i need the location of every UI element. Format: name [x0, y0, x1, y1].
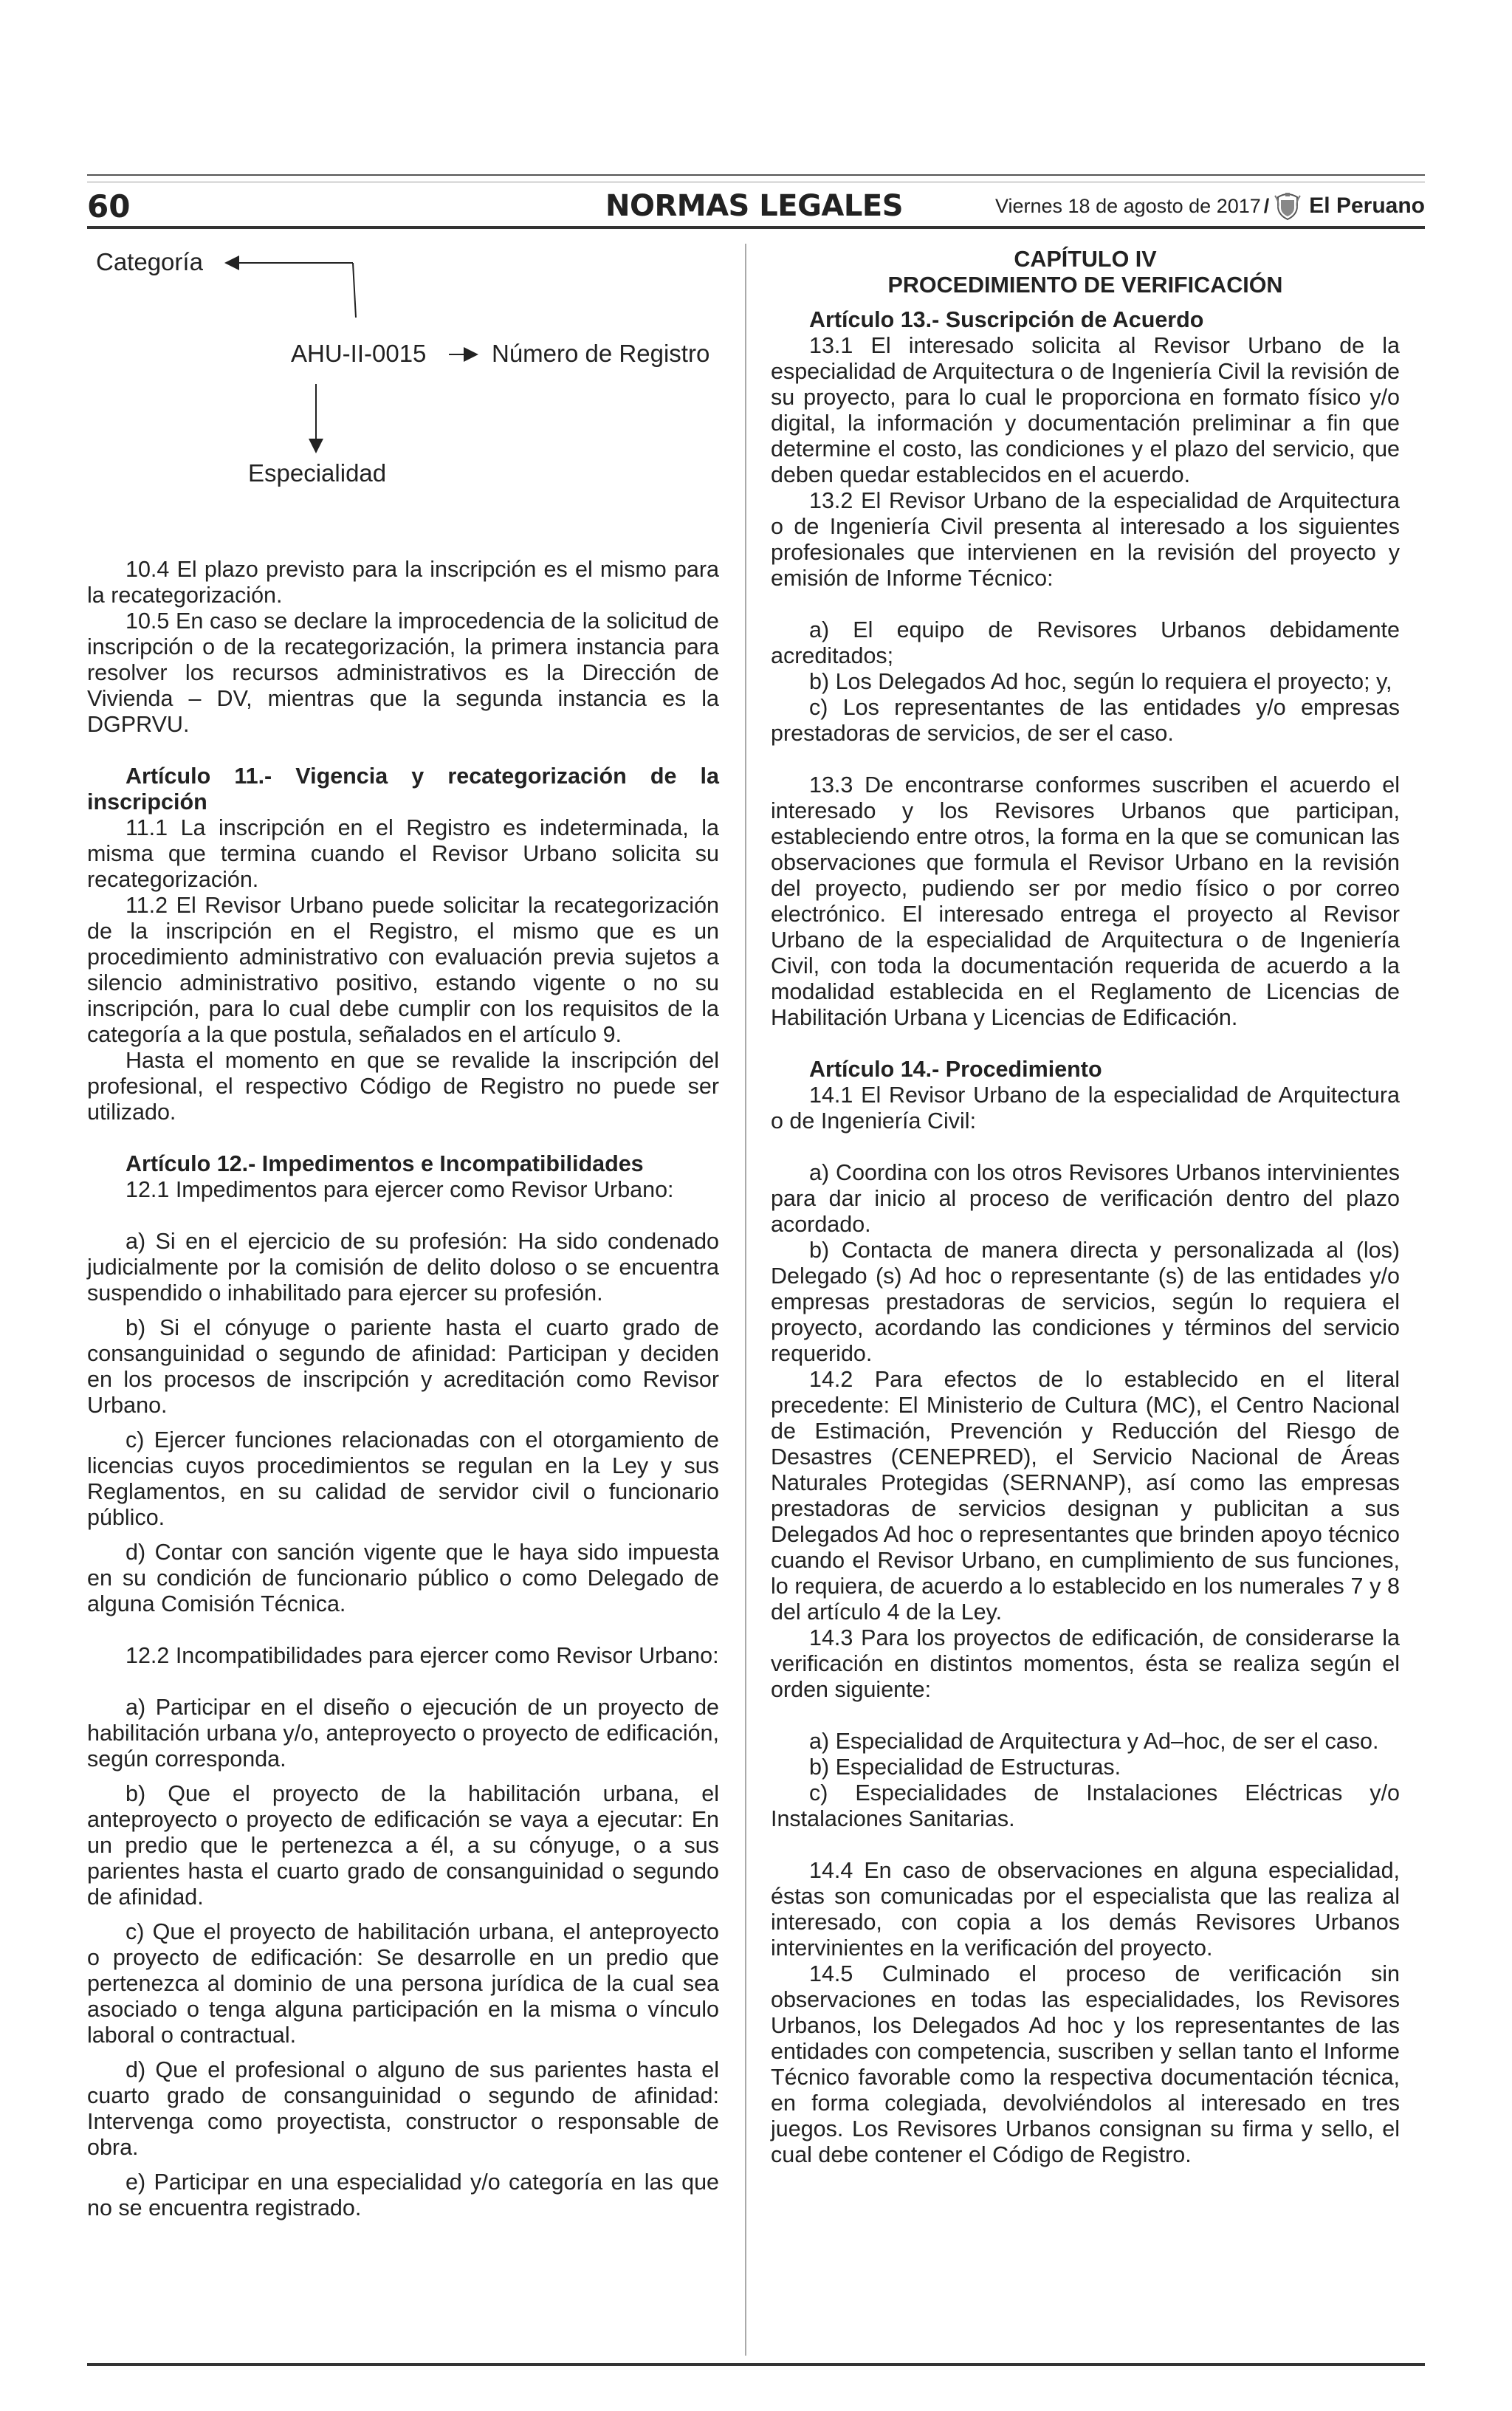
- specialty-label: Especialidad: [248, 459, 387, 487]
- footer-rule: [87, 2363, 1425, 2366]
- paragraph-13-3: 13.3 De encontrarse conformes suscriben el acuerdo el interesado y los Revisores Urbanos que participan, estableciendo entre otros, la forma en la que se comunican las observaciones que formula el Revisor Urbano en la revisión del proyecto, pudiendo ser por medio físico o por correo electrónico. El interesado entrega el proyecto al Revisor Urbano de la especialidad de Arquitectura o de Ingeniería Civil, con toda la documentación requerida de acuerdo a la modalidad establecida en el Reglamento de Licencias de Habilitación Urbana y Licencias de Edificación.: [771, 772, 1400, 1030]
- publication-info: [995, 186, 1425, 226]
- registry-number-label: Número de Registro: [492, 340, 710, 367]
- chapter-title: PROCEDIMIENTO DE VERIFICACIÓN: [887, 272, 1283, 298]
- registry-code-diagram: [87, 244, 737, 502]
- paragraph-12-1: 12.1 Impedimentos para ejercer como Revisor Urbano:: [126, 1177, 674, 1202]
- article-12-title: Artículo 12.- Impedimentos e Incompatibilidades: [126, 1151, 644, 1176]
- item-14-1-b: b) Contacta de manera directa y personalizada al (los) Delegado (s) Ad hoc o representante (s) de las entidades y/o empresas prestadoras de servicios, según lo requiera el proyecto, acordando las condiciones y términos del servicio requerido.: [771, 1238, 1400, 1366]
- left-column: [87, 557, 719, 2221]
- item-14-1-a: a) Coordina con los otros Revisores Urbanos intervinientes para dar inicio al proceso de verificación dentro del plazo acordado.: [771, 1160, 1400, 1237]
- paragraph-13-1: 13.1 El interesado solicita al Revisor Urbano de la especialidad de Arquitectura o de Ingeniería Civil la revisión de su proyecto, para lo cual le proporciona en formato físico y/o digital, la información y documentación preliminar a fin que determine el costo, las condiciones y el plazo del servicio, que deben quedar establecidos en el acuerdo.: [771, 333, 1400, 487]
- article-13-title: Artículo 13.- Suscripción de Acuerdo: [809, 307, 1204, 332]
- page-number: 60: [87, 188, 131, 224]
- section-title: NORMAS LEGALES: [605, 189, 903, 223]
- item-12-2-b: b) Que el proyecto de la habilitación urbana, el anteproyecto o proyecto de edificación se vaya a ejecutar: En un predio que le pertenezca a él, a su cónyuge, o a sus parientes hasta el cuarto grado de consanguinidad o segundo de afinidad.: [87, 1781, 719, 1910]
- chapter-heading: CAPÍTULO IV: [1014, 247, 1157, 272]
- item-13-2-b: b) Los Delegados Ad hoc, según lo requiera el proyecto; y,: [809, 669, 1392, 694]
- item-12-1-a: a) Si en el ejercicio de su profesión: Ha sido condenado judicialmente por la comisión de delito doloso o se encuentra suspendido o inhabilitado para ejercer su profesión.: [87, 1229, 719, 1306]
- item-12-2-d: d) Que el profesional o alguno de sus parientes hasta el cuarto grado de consanguinidad o segundo de afinidad: Intervenga como proyectista, constructor o responsable de obra.: [87, 2057, 719, 2160]
- item-14-3-b: b) Especialidad de Estructuras.: [809, 1755, 1121, 1780]
- item-12-2-e: e) Participar en una especialidad y/o categoría en las que no se encuentra registrado.: [87, 2170, 719, 2220]
- paragraph-12-2: 12.2 Incompatibilidades para ejercer como Revisor Urbano:: [126, 1643, 719, 1668]
- article-14-title: Artículo 14.- Procedimiento: [809, 1057, 1102, 1082]
- category-label: Categoría: [96, 248, 203, 275]
- item-12-2-a: a) Participar en el diseño o ejecución de un proyecto de habilitación urbana y/o, anteproyecto o proyecto de edificación, según corresponda.: [87, 1695, 719, 1772]
- paragraph-11-2: 11.2 El Revisor Urbano puede solicitar la recategorización de la inscripción en el Registro, el mismo que es un procedimiento administrativo con evaluación previa sujetos a silencio administrativo positivo, estando vigente o no su inscripción, para lo cual debe cumplir con los requisitos de la categoría a la que postula, señalados en el artículo 9.: [87, 893, 719, 1047]
- column-divider: [745, 244, 746, 2356]
- item-14-3-c: c) Especialidades de Instalaciones Eléctricas y/o Instalaciones Sanitarias.: [771, 1780, 1400, 1831]
- paragraph-10-5: 10.5 En caso se declare la improcedencia de la solicitud de inscripción o de la recategorización, la primera instancia para resolver los recursos administrativos es la Dirección de Vivienda – DV, mientras que la segunda instancia es la DGPRVU.: [87, 608, 719, 737]
- item-12-2-c: c) Que el proyecto de habilitación urbana, el anteproyecto o proyecto de edificación: Se desarrolle en un predio que pertenezca al dominio de una persona jurídica de la cual sea asociado o tenga alguna participación en la misma o vínculo laboral o contractual.: [87, 1919, 719, 2048]
- paragraph-14-1: 14.1 El Revisor Urbano de la especialidad de Arquitectura o de Ingeniería Civil:: [771, 1083, 1400, 1134]
- paragraph-14-2: 14.2 Para efectos de lo establecido en el literal precedente: El Ministerio de Cultura (MC), el Centro Nacional de Estimación, Prevención y Reducción del Riesgo de Desastres (CENEPRED), el Servicio Nacional de Áreas Naturales Protegidas (SERNANP), así como las empresas prestadoras de servicios designan y publicitan a sus Delegados Ad hoc o representantes que brinden apoyo técnico cuando el Revisor Urbano, en cumplimiento de sus funciones, lo requiera, de acuerdo a lo establecido en los numerales 7 y 8 del artículo 4 de la Ley.: [771, 1367, 1400, 1625]
- paragraph-14-5: 14.5 Culminado el proceso de verificación sin observaciones en todas las especialidades, los Revisores Urbanos, los Delegados Ad hoc y los representantes de las entidades con competencia, suscriben y sellan tanto el Informe Técnico favorable como la respectiva documentación técnica, en forma colegiada, devolviéndolos al interesado en tres juegos. Los Revisores Urbanos consignan su firma y sello, el cual debe contener el Código de Registro.: [771, 1961, 1400, 2167]
- paragraph-10-4: 10.4 El plazo previsto para la inscripción es el mismo para la recategorización.: [87, 557, 719, 608]
- publication-name: El Peruano: [1309, 193, 1425, 218]
- paragraph-14-3: 14.3 Para los proyectos de edificación, de considerarse la verificación en distintos momentos, ésta se realiza según el orden siguiente:: [771, 1625, 1400, 1702]
- item-14-3-a: a) Especialidad de Arquitectura y Ad–hoc, de ser el caso.: [809, 1729, 1379, 1754]
- coat-of-arms-icon: [1274, 191, 1302, 221]
- item-13-2-c: c) Los representantes de las entidades y/o empresas prestadoras de servicios, de ser el caso.: [771, 695, 1400, 746]
- paragraph-14-4: 14.4 En caso de observaciones en alguna especialidad, éstas son comunicadas por el especialista que las realiza al interesado, con copia a los demás Revisores Urbanos intervinientes en la verificación del proyecto.: [771, 1858, 1400, 1961]
- header-top-rule: [87, 174, 1425, 176]
- item-12-1-b: b) Si el cónyuge o pariente hasta el cuarto grado de consanguinidad o segundo de afinidad: Participan y deciden en los procesos de inscripción y acreditación como Revisor Urbano.: [87, 1315, 719, 1418]
- paragraph-11-1: 11.1 La inscripción en el Registro es indeterminada, la misma que termina cuando el Revisor Urbano solicita su recategorización.: [87, 815, 719, 892]
- paragraph-13-2: 13.2 El Revisor Urbano de la especialidad de Arquitectura o de Ingeniería Civil presenta al interesado a los siguientes profesionales que intervienen en la revisión del proyecto y emisión de Informe Técnico:: [771, 488, 1400, 591]
- right-column: [771, 247, 1400, 2168]
- registry-code: AHU-II-0015: [291, 340, 427, 367]
- item-12-1-c: c) Ejercer funciones relacionadas con el otorgamiento de licencias cuyos procedimientos se regulan en la Ley y sus Reglamentos, en su calidad de servidor civil o funcionario público.: [87, 1427, 719, 1530]
- header-bottom-rule: [87, 226, 1425, 229]
- paragraph-11-3: Hasta el momento en que se revalide la inscripción del profesional, el respectivo Código de Registro no puede ser utilizado.: [87, 1048, 719, 1125]
- header-separator: /: [1263, 194, 1270, 217]
- item-12-1-d: d) Contar con sanción vigente que le haya sido impuesta en su condición de funcionario público o como Delegado de alguna Comisión Técnica.: [87, 1540, 719, 1616]
- diagram-arrows: [87, 244, 737, 502]
- publication-date: Viernes 18 de agosto de 2017: [994, 194, 1261, 217]
- item-13-2-a: a) El equipo de Revisores Urbanos debidamente acreditados;: [771, 617, 1400, 668]
- article-11-title: Artículo 11.- Vigencia y recategorización de la inscripción: [87, 764, 719, 814]
